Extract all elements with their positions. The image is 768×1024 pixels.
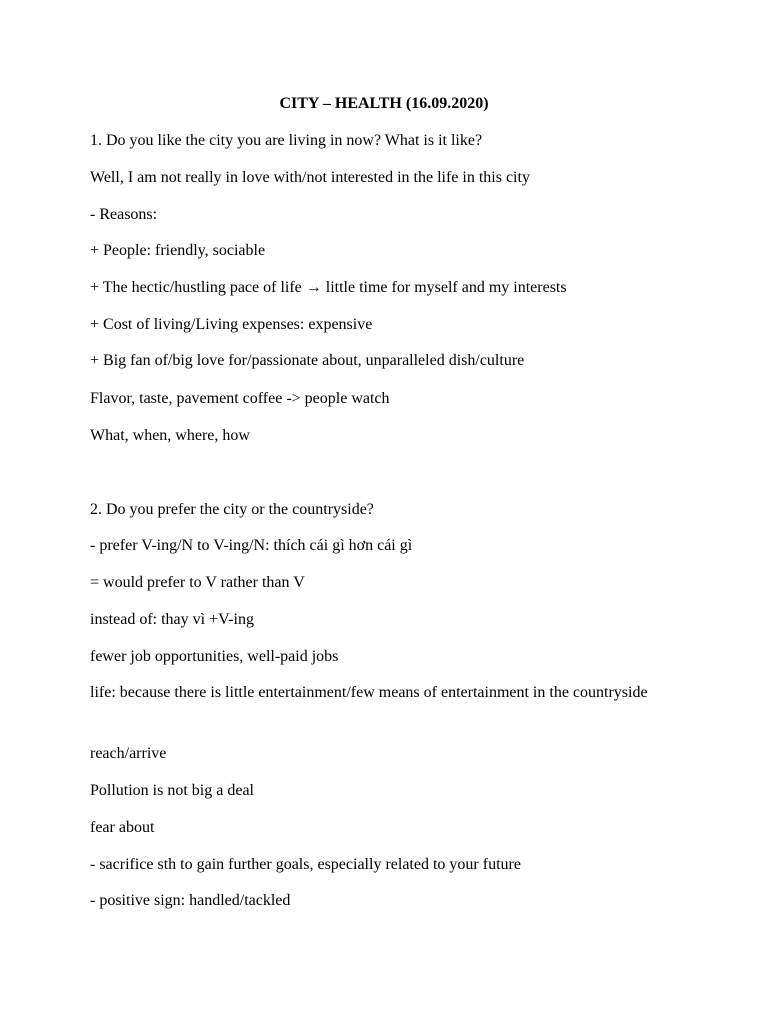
note-positive: - positive sign: handled/tackled [90, 892, 291, 909]
note-wh: What, when, where, how [90, 427, 250, 444]
note-flavor: Flavor, taste, pavement coffee -> people watch [90, 390, 390, 407]
answer-1: Well, I am not really in love with/not interested in the life in this city [90, 169, 530, 186]
reasons-heading: - Reasons: [90, 206, 158, 223]
note-fear: fear about [90, 819, 155, 836]
note-instead-of: instead of: thay vì +V-ing [90, 611, 254, 628]
note-jobs: fewer job opportunities, well-paid jobs [90, 648, 339, 665]
note-prefer: - prefer V-ing/N to V-ing/N: thích cái gì hơn cái gì [90, 537, 413, 554]
note-would-prefer: = would prefer to V rather than V [90, 574, 305, 591]
arrow-right-icon: → [305, 279, 322, 296]
note-pollution: Pollution is not big a deal [90, 782, 254, 799]
document-title: CITY – HEALTH (16.09.2020) [279, 95, 489, 112]
note-sacrifice: - sacrifice sth to gain further goals, especially related to your future [90, 856, 521, 873]
question-2: 2. Do you prefer the city or the countryside? [90, 501, 374, 518]
reason-food: + Big fan of/big love for/passionate about, unparalleled dish/culture [90, 352, 525, 369]
reason-pace-part1: + The hectic/hustling pace of life [90, 279, 302, 296]
note-reach: reach/arrive [90, 745, 167, 762]
question-1: 1. Do you like the city you are living in now? What is it like? [90, 132, 483, 149]
note-life: life: because there is little entertainment/few means of entertainment in the countryside [90, 684, 648, 701]
reason-pace-part2: little time for myself and my interests [325, 279, 567, 296]
reason-people: + People: friendly, sociable [90, 242, 266, 259]
reason-pace [90, 276, 567, 300]
reason-cost: + Cost of living/Living expenses: expensive [90, 316, 373, 333]
